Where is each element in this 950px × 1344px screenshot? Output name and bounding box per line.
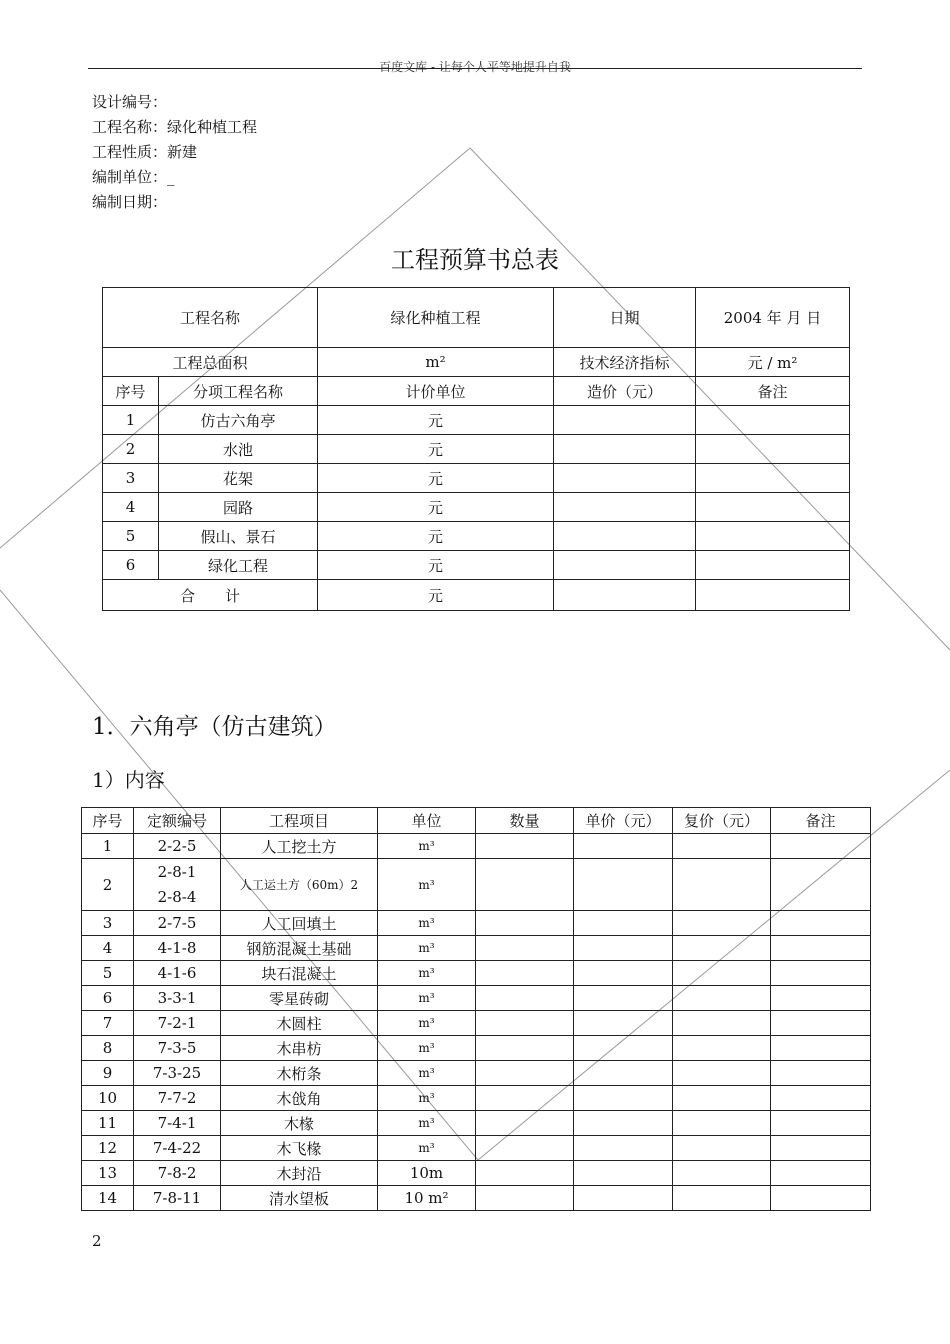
col-header: 工程项目 (221, 808, 378, 834)
cell-code: 4-1-8 (134, 936, 221, 961)
cell-item: 木桁条 (221, 1061, 378, 1086)
col-header: 单价（元） (574, 808, 673, 834)
col-header: 分项工程名称 (159, 377, 318, 406)
compiling-unit: 编制单位：_ (92, 168, 175, 186)
index-label: 技术经济指标 (554, 348, 696, 377)
cell-code: 4-1-6 (134, 961, 221, 986)
cell-no: 2 (103, 435, 159, 464)
col-header: 单位 (378, 808, 476, 834)
total-label: 合 计 (103, 580, 318, 611)
section-subheading: 1）内容 (92, 768, 165, 792)
cell-code: 3-3-1 (134, 986, 221, 1011)
cell-unit: m³ (378, 1136, 476, 1161)
cell-unit: m³ (378, 859, 476, 911)
table-row (82, 1011, 871, 1036)
page-number: 2 (92, 1232, 102, 1250)
cell-code (134, 859, 221, 911)
header-rule (88, 68, 862, 69)
col-header: 备注 (771, 808, 871, 834)
col-header: 造价（元） (554, 377, 696, 406)
table-row (103, 551, 850, 580)
cell-item: 钢筋混凝土基础 (221, 936, 378, 961)
cell-cost (554, 522, 696, 551)
cell-remark (696, 493, 850, 522)
col-header: 序号 (103, 377, 159, 406)
cell-code-line: 2-8-4 (157, 887, 197, 906)
page-header: 百度文库 - 让每个人平等地提升自我 (379, 60, 571, 74)
cell-item: 人工挖土方 (221, 834, 378, 859)
cell-code-line: 2-8-1 (157, 862, 197, 881)
cell-cost (554, 406, 696, 435)
table-row (82, 859, 871, 911)
cell-no: 10 (82, 1086, 134, 1111)
cell-unit: 元 (318, 435, 554, 464)
cell-code: 7-8-11 (134, 1186, 221, 1211)
cell-code: 7-3-5 (134, 1036, 221, 1061)
cell-cost (554, 435, 696, 464)
cell-no: 11 (82, 1111, 134, 1136)
cell-no: 2 (82, 859, 134, 911)
cell-code: 7-8-2 (134, 1161, 221, 1186)
date-label: 日期 (554, 288, 696, 348)
table-row (103, 435, 850, 464)
cell-unit: m³ (378, 961, 476, 986)
cell-no: 4 (103, 493, 159, 522)
cell-name: 仿古六角亭 (159, 406, 318, 435)
cell-unit: 元 (318, 522, 554, 551)
cell-no: 1 (82, 834, 134, 859)
cell-unit: 元 (318, 493, 554, 522)
cell-no: 3 (82, 911, 134, 936)
project-name: 工程名称：绿化种植工程 (92, 118, 258, 136)
table-row (103, 493, 850, 522)
cell-unit: m³ (378, 1011, 476, 1036)
cell-name: 园路 (159, 493, 318, 522)
cell-item: 人工运土方（60m）2 (221, 859, 378, 911)
cell-unit: m³ (378, 1086, 476, 1111)
cell-unit: m³ (378, 1111, 476, 1136)
cell-item: 木封沿 (221, 1161, 378, 1186)
cell-no: 5 (82, 961, 134, 986)
col-header: 备注 (696, 377, 850, 406)
cell-item: 木串枋 (221, 1036, 378, 1061)
table-row (82, 1136, 871, 1161)
table-row (82, 911, 871, 936)
table-row (82, 986, 871, 1011)
table-row (82, 1061, 871, 1086)
cell-unit: m³ (378, 936, 476, 961)
cell-item: 木飞椽 (221, 1136, 378, 1161)
cell-item: 木椽 (221, 1111, 378, 1136)
table-row (103, 406, 850, 435)
cell-no: 6 (82, 986, 134, 1011)
cell-no: 6 (103, 551, 159, 580)
cell-remark (696, 551, 850, 580)
cell-item: 木戗角 (221, 1086, 378, 1111)
cell-cost (554, 464, 696, 493)
cell-unit: m³ (378, 1036, 476, 1061)
cell-unit: 元 (318, 406, 554, 435)
project-info (92, 90, 257, 215)
col-header: 定额编号 (134, 808, 221, 834)
table-row (82, 961, 871, 986)
cell-unit: m³ (378, 986, 476, 1011)
cell-name: 水池 (159, 435, 318, 464)
table-row (82, 1086, 871, 1111)
design-number: 设计编号： (92, 93, 168, 111)
area-label: 工程总面积 (103, 348, 318, 377)
cell-no: 1 (103, 406, 159, 435)
cell-item: 木圆柱 (221, 1011, 378, 1036)
cell-code: 2-7-5 (134, 911, 221, 936)
compiling-date: 编制日期： (92, 193, 168, 211)
cell-unit: 元 (318, 464, 554, 493)
total-row (103, 580, 850, 611)
cell-cost (554, 493, 696, 522)
table-row (103, 522, 850, 551)
cell-code: 7-4-22 (134, 1136, 221, 1161)
cell-remark (696, 435, 850, 464)
cell-no: 4 (82, 936, 134, 961)
cell-remark (696, 406, 850, 435)
cell-item: 零星砖砌 (221, 986, 378, 1011)
cell-unit: 元 (318, 551, 554, 580)
cell-remark (696, 464, 850, 493)
cell-no: 7 (82, 1011, 134, 1036)
total-cost (554, 580, 696, 611)
col-header: 复价（元） (673, 808, 771, 834)
summary-header-row (103, 377, 850, 406)
cell-code: 7-2-1 (134, 1011, 221, 1036)
detail-table (81, 807, 871, 1211)
cell-unit: m³ (378, 1061, 476, 1086)
cell-no: 5 (103, 522, 159, 551)
cell-unit: m³ (378, 834, 476, 859)
cell-code: 7-3-25 (134, 1061, 221, 1086)
table-row (82, 1111, 871, 1136)
cell-name: 花架 (159, 464, 318, 493)
cell-code: 7-7-2 (134, 1086, 221, 1111)
table-row (82, 936, 871, 961)
area-unit: m² (318, 348, 554, 377)
detail-header-row (82, 808, 871, 834)
name-label: 工程名称 (103, 288, 318, 348)
cell-no: 8 (82, 1036, 134, 1061)
cell-code: 7-4-1 (134, 1111, 221, 1136)
cell-unit: 10 m² (378, 1186, 476, 1211)
cell-item: 人工回填土 (221, 911, 378, 936)
cell-no: 9 (82, 1061, 134, 1086)
section-heading: 1．六角亭（仿古建筑） (92, 714, 337, 740)
col-header: 数量 (476, 808, 574, 834)
col-header: 序号 (82, 808, 134, 834)
cell-unit: m³ (378, 911, 476, 936)
cell-no: 13 (82, 1161, 134, 1186)
cell-name: 绿化工程 (159, 551, 318, 580)
project-nature: 工程性质：新建 (92, 143, 198, 161)
cell-no: 12 (82, 1136, 134, 1161)
index-unit: 元 / m² (696, 348, 850, 377)
cell-cost (554, 551, 696, 580)
cell-name: 假山、景石 (159, 522, 318, 551)
summary-title: 工程预算书总表 (391, 246, 559, 274)
summary-table (102, 287, 850, 611)
col-header: 计价单位 (318, 377, 554, 406)
cell-remark (696, 522, 850, 551)
date-value: 2004 年 月 日 (696, 288, 850, 348)
total-remark (696, 580, 850, 611)
table-row (103, 464, 850, 493)
cell-item: 块石混凝土 (221, 961, 378, 986)
table-row (82, 1036, 871, 1061)
table-row (82, 1186, 871, 1211)
table-row (82, 834, 871, 859)
cell-item: 清水望板 (221, 1186, 378, 1211)
table-row (82, 1161, 871, 1186)
name-value: 绿化种植工程 (318, 288, 554, 348)
total-unit: 元 (318, 580, 554, 611)
cell-code: 2-2-5 (134, 834, 221, 859)
cell-no: 14 (82, 1186, 134, 1211)
cell-unit: 10m (378, 1161, 476, 1186)
cell-no: 3 (103, 464, 159, 493)
